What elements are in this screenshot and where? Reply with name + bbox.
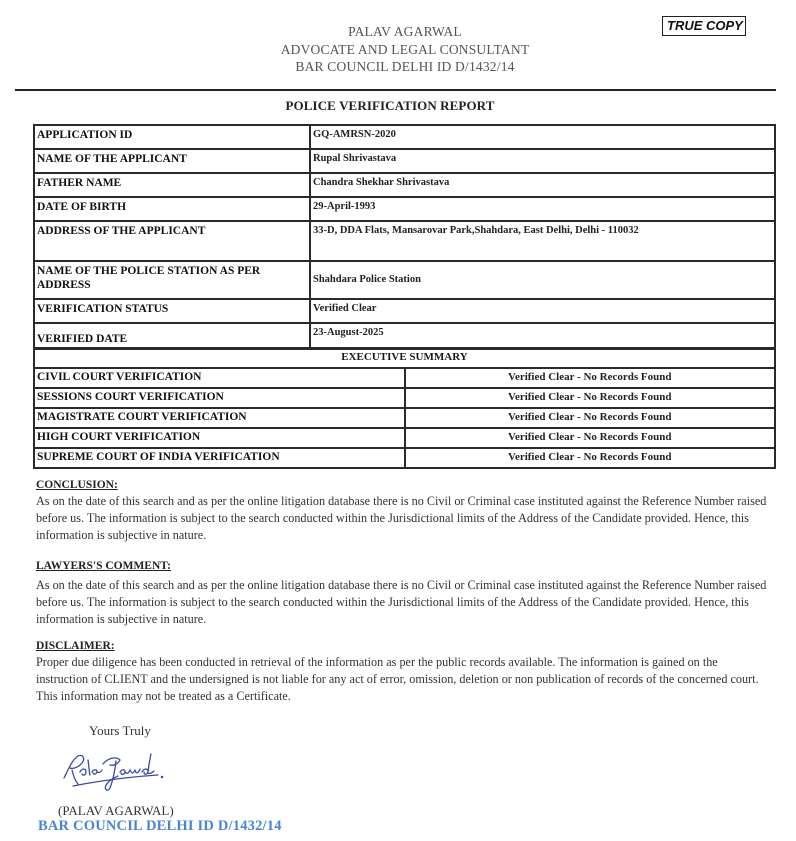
- detail-value: Chandra Shekhar Shrivastava: [310, 173, 775, 197]
- conclusion-title: CONCLUSION:: [36, 479, 118, 491]
- table-row: [34, 323, 775, 349]
- detail-value: GQ-AMRSN-2020: [310, 125, 775, 149]
- detail-value: 33-D, DDA Flats, Mansarovar Park,Shahdara, East Delhi, Delhi - 110032: [310, 221, 775, 261]
- table-row: [34, 197, 775, 221]
- lawyers-comment-title: LAWYERS'S COMMENT:: [36, 560, 171, 572]
- table-row: [34, 448, 775, 468]
- executive-summary-table: [33, 347, 776, 469]
- letterhead-bar-id: BAR COUNCIL DELHI ID D/1432/14: [295, 59, 515, 74]
- summary-value: Verified Clear - No Records Found: [405, 448, 776, 468]
- table-row: [34, 261, 775, 299]
- detail-label: APPLICATION ID: [34, 125, 310, 149]
- table-row: [34, 428, 775, 448]
- detail-label: ADDRESS OF THE APPLICANT: [34, 221, 310, 261]
- letterhead: [200, 23, 610, 76]
- table-row: [34, 299, 775, 323]
- table-header-row: [34, 348, 775, 368]
- signature-icon: [58, 748, 173, 793]
- detail-label: VERIFICATION STATUS: [34, 299, 310, 323]
- detail-label: VERIFIED DATE: [34, 323, 310, 349]
- report-title-wrap: [0, 98, 740, 114]
- true-copy-stamp: TRUE COPY: [662, 16, 746, 36]
- table-row: [34, 173, 775, 197]
- summary-heading: EXECUTIVE SUMMARY: [34, 348, 775, 368]
- summary-label: HIGH COURT VERIFICATION: [34, 428, 405, 448]
- summary-value: Verified Clear - No Records Found: [405, 408, 776, 428]
- summary-label: MAGISTRATE COURT VERIFICATION: [34, 408, 405, 428]
- table-row: [34, 408, 775, 428]
- table-row: [34, 221, 775, 261]
- summary-value: Verified Clear - No Records Found: [405, 388, 776, 408]
- lawyers-comment-body: As on the date of this search and as per the online litigation database there is no Civil or Criminal case instituted against the Reference Number raised before us. The information is subject to the search conducted within the Jurisdictional limits of the Address of the Candidate provided. Hence, this information is subjective in nature.: [36, 578, 767, 626]
- report-title: POLICE VERIFICATION REPORT: [285, 98, 495, 113]
- salutation: Yours Truly: [89, 723, 151, 738]
- disclaimer-body: Proper due diligence has been conducted in retrieval of the information as per the public records available. The information is gained on the instruction of CLIENT and the undersigned is not liable for any act of error, omission, deletion or non publication of records of the concerned court. This information may not be treated as a Certificate.: [36, 655, 759, 703]
- detail-value: Shahdara Police Station: [310, 261, 775, 299]
- letterhead-name: PALAV AGARWAL: [348, 24, 462, 39]
- table-row: [34, 368, 775, 388]
- disclaimer-section: [36, 639, 771, 705]
- detail-label: DATE OF BIRTH: [34, 197, 310, 221]
- detail-value: 23-August-2025: [310, 323, 775, 349]
- conclusion-section: [36, 478, 771, 544]
- applicant-details-table: [33, 124, 776, 350]
- summary-label: CIVIL COURT VERIFICATION: [34, 368, 405, 388]
- signatory-name: (PALAV AGARWAL): [58, 803, 174, 818]
- detail-value: 29-April-1993: [310, 197, 775, 221]
- disclaimer-title: DISCLAIMER:: [36, 640, 115, 652]
- lawyers-comment-section: [36, 559, 771, 628]
- summary-value: Verified Clear - No Records Found: [405, 368, 776, 388]
- summary-label: SESSIONS COURT VERIFICATION: [34, 388, 405, 408]
- summary-label: SUPREME COURT OF INDIA VERIFICATION: [34, 448, 405, 468]
- detail-label: NAME OF THE APPLICANT: [34, 149, 310, 173]
- table-row: [34, 388, 775, 408]
- conclusion-body: As on the date of this search and as per the online litigation database there is no Civil or Criminal case instituted against the Reference Number raised before us. The information is subject to the search conducted within the Jurisdictional limits of the Address of the Candidate provided. Hence, this information is subjective in nature.: [36, 494, 767, 542]
- detail-value: Rupal Shrivastava: [310, 149, 775, 173]
- detail-label: NAME OF THE POLICE STATION AS PER ADDRESS: [34, 261, 310, 299]
- header-divider: [15, 89, 776, 91]
- table-row: [34, 125, 775, 149]
- summary-value: Verified Clear - No Records Found: [405, 428, 776, 448]
- signatory-bar-id: BAR COUNCIL DELHI ID D/1432/14: [38, 818, 282, 834]
- detail-value: Verified Clear: [310, 299, 775, 323]
- detail-label: FATHER NAME: [34, 173, 310, 197]
- letterhead-designation: ADVOCATE AND LEGAL CONSULTANT: [280, 41, 530, 57]
- table-row: [34, 149, 775, 173]
